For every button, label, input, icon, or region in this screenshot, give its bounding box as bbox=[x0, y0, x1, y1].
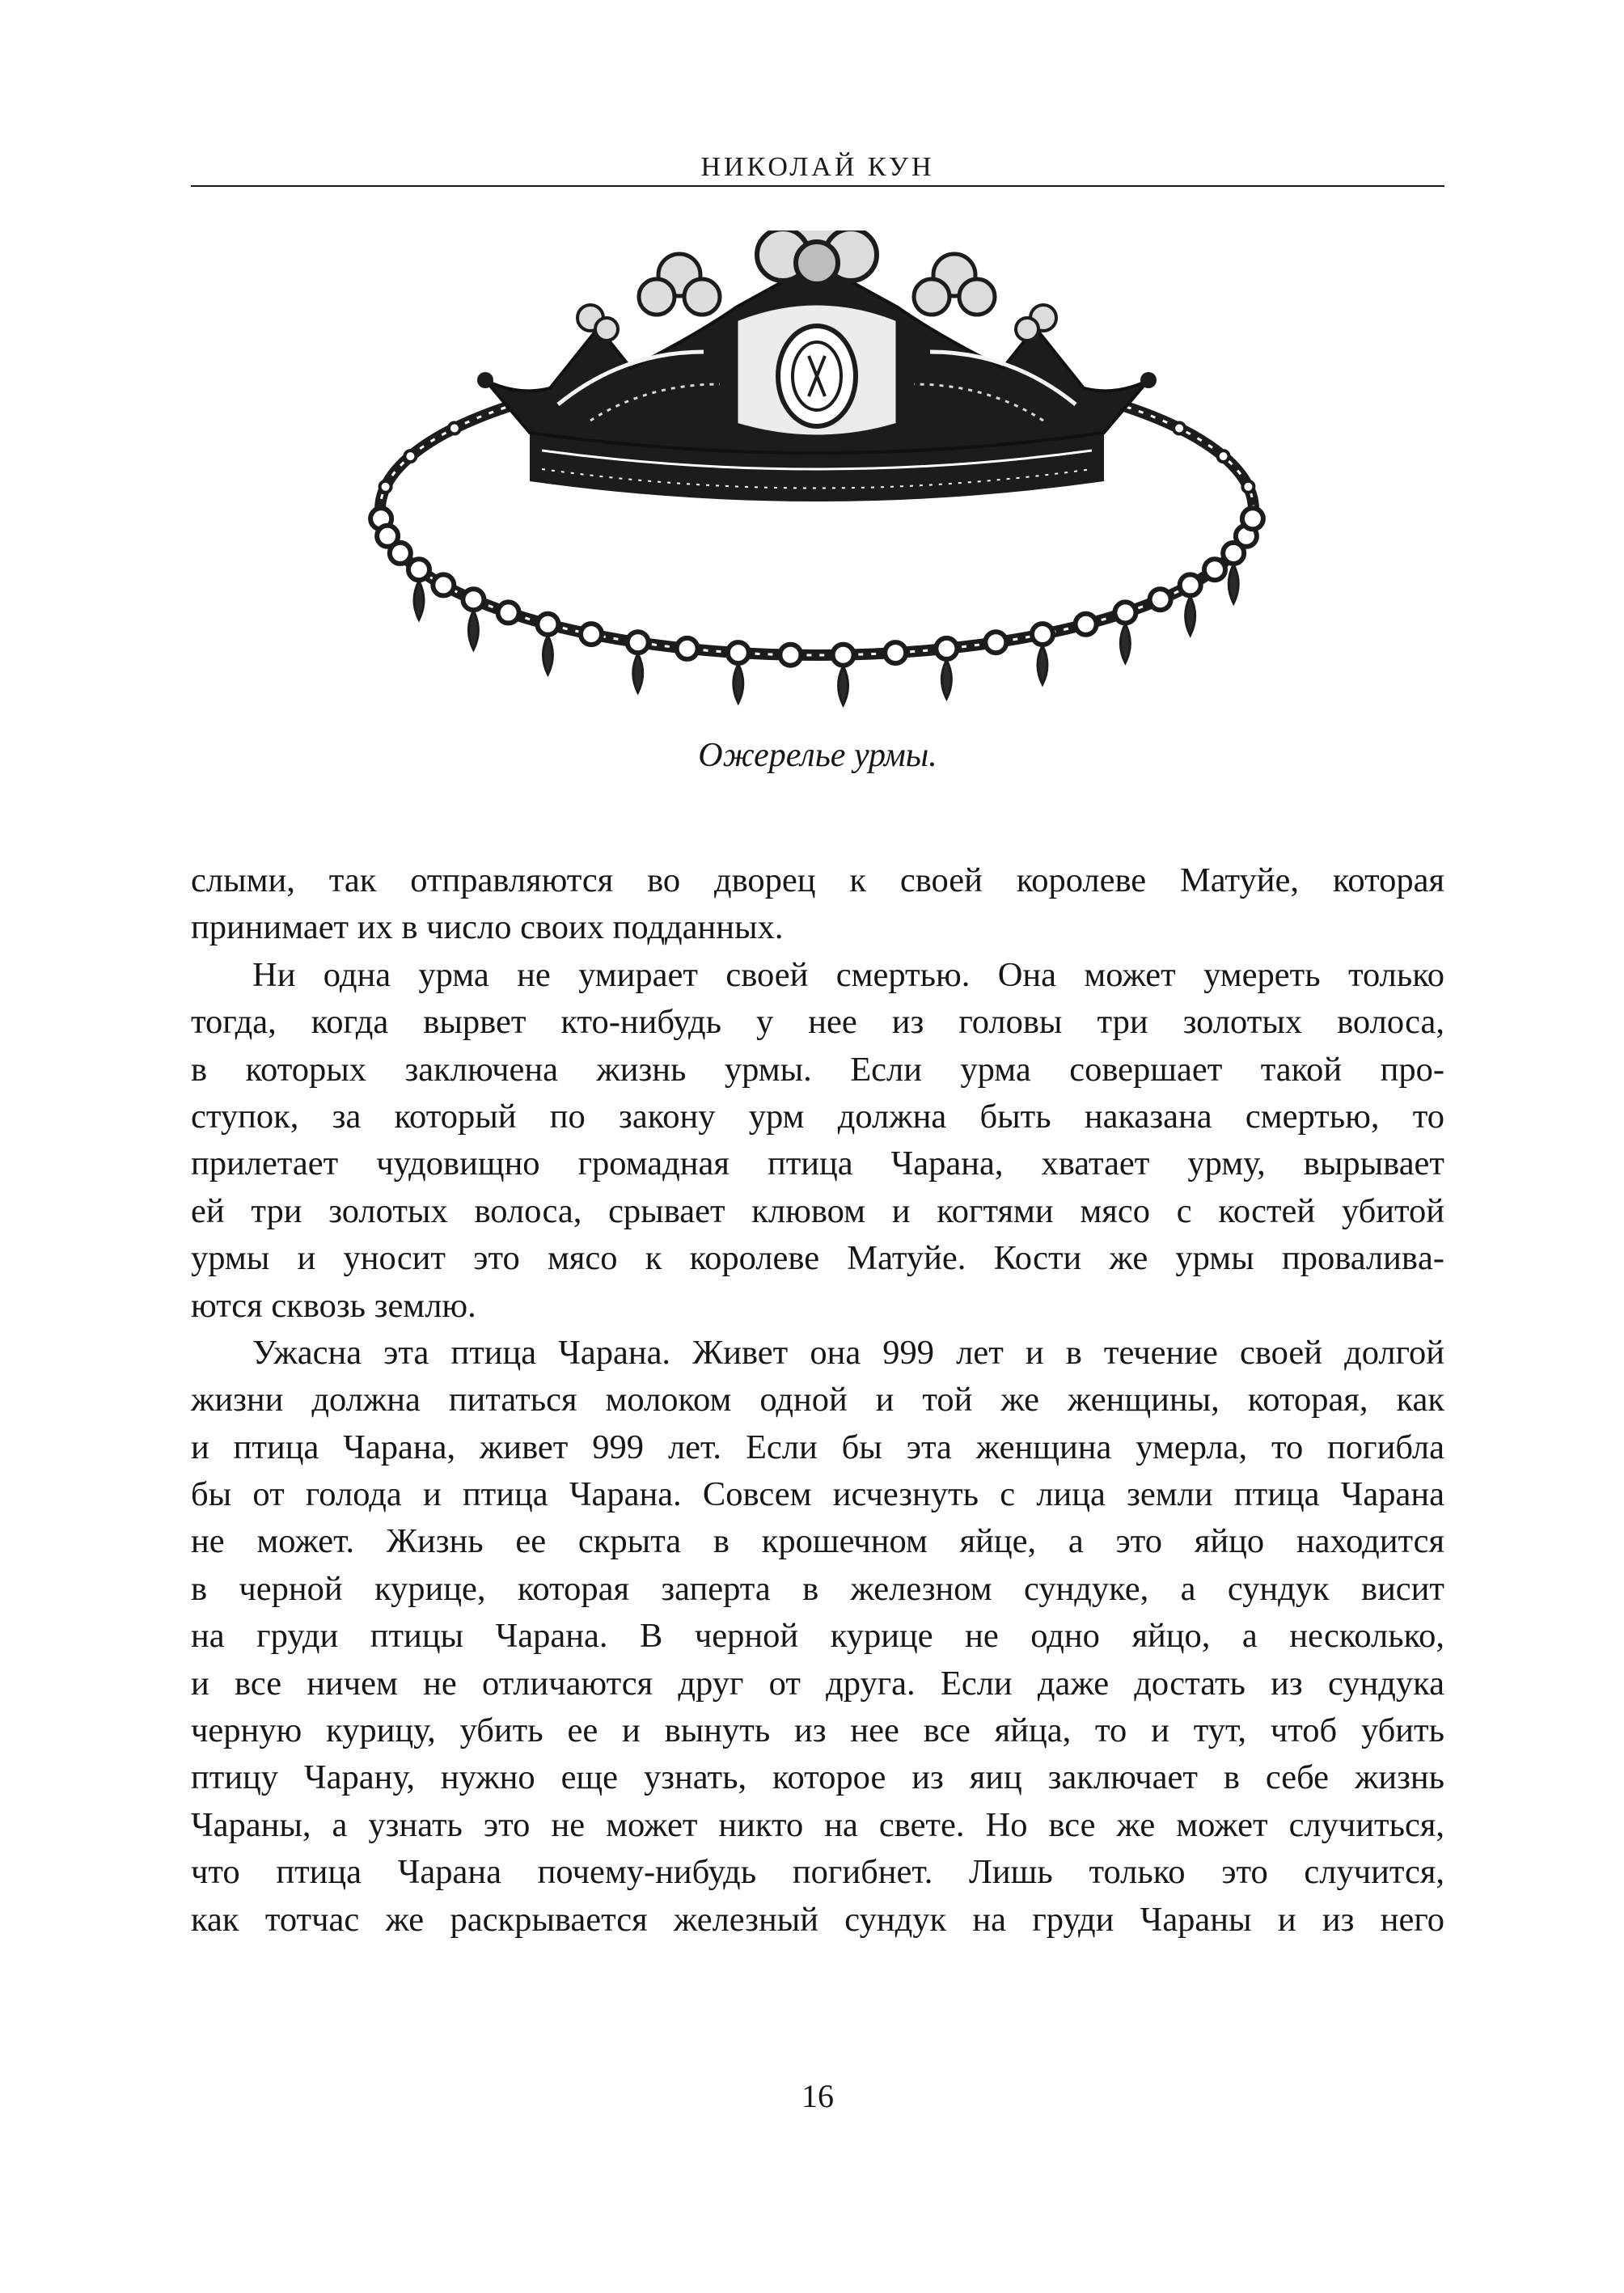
text-line: Чараны, а узнать это не может никто на свете. Но все же может случиться, bbox=[191, 1805, 1444, 1844]
crown-small-flower-left bbox=[577, 305, 618, 341]
necklace-bead bbox=[537, 614, 558, 635]
necklace-bead bbox=[885, 642, 906, 663]
necklace-bead bbox=[833, 645, 854, 666]
necklace-bead bbox=[1204, 559, 1225, 580]
text-line: в которых заключена жизнь урмы. Если урма совершает такой про- bbox=[191, 1050, 1444, 1089]
necklace-bead bbox=[1242, 508, 1263, 529]
necklace-pendant bbox=[1229, 565, 1238, 603]
necklace-bead bbox=[1174, 423, 1185, 434]
necklace-bead bbox=[1150, 589, 1171, 610]
crown bbox=[477, 231, 1157, 501]
necklace-bead bbox=[1218, 451, 1229, 462]
header-rule bbox=[191, 185, 1444, 187]
figure-caption: Ожерелье урмы. bbox=[698, 737, 937, 774]
necklace-bead bbox=[408, 559, 429, 580]
necklace-pendant bbox=[468, 611, 478, 649]
necklace-bead bbox=[581, 624, 602, 645]
necklace-bead bbox=[380, 481, 391, 493]
necklace-bead bbox=[1242, 481, 1254, 493]
crown-top-flower bbox=[757, 231, 877, 284]
necklace-pendant bbox=[1120, 624, 1130, 662]
necklace-pendant bbox=[941, 660, 951, 699]
text-line: черную курицу, убить ее и вынуть из нее все яйца, то и тут, чтоб убить bbox=[191, 1711, 1444, 1750]
necklace-bead bbox=[449, 423, 460, 434]
text-line: на груди птицы Чарана. В черной курице не одно яйцо, а несколько, bbox=[191, 1617, 1444, 1656]
necklace-pendant bbox=[1038, 645, 1047, 684]
necklace-pendant bbox=[1186, 596, 1195, 635]
necklace-pendant bbox=[633, 654, 643, 692]
text-line: слыми, так отправляются во дворец к своей королеве Матуйе, которая bbox=[191, 861, 1444, 899]
necklace-bead bbox=[1076, 614, 1097, 635]
text-line: тогда, когда вырвет кто-нибудь у нее из головы три золотых волоса, bbox=[191, 1003, 1444, 1042]
text-line: бы от голода и птица Чарана. Совсем исчезнуть с лица земли птица Чарана bbox=[191, 1475, 1444, 1514]
text-line: как тотчас же раскрывается железный сундук на груди Чараны и из него bbox=[191, 1900, 1444, 1939]
necklace-bead bbox=[1180, 574, 1201, 595]
crown-side-flower-right bbox=[914, 254, 995, 315]
necklace-pendant bbox=[414, 581, 424, 620]
text-line: в черной курице, которая заперта в железном сундуке, а сундук висит bbox=[191, 1569, 1444, 1608]
text-line: жизни должна питаться молоком одной и той же женщины, которая, как bbox=[191, 1381, 1444, 1419]
necklace-bead bbox=[433, 574, 454, 595]
necklace-pendant bbox=[543, 636, 552, 675]
text-line: ются сквозь землю. bbox=[191, 1286, 476, 1325]
necklace-pendant bbox=[734, 664, 743, 703]
text-line: Ни одна урма не умирает своей смертью. Она может умереть только bbox=[252, 955, 1444, 994]
body-text bbox=[191, 857, 1444, 1944]
crown-small-flower-right bbox=[1016, 305, 1056, 341]
necklace-bead bbox=[985, 632, 1006, 653]
necklace-pendants bbox=[414, 565, 1238, 705]
necklace-bead bbox=[780, 645, 801, 666]
necklace-bead bbox=[936, 638, 957, 659]
text-line: ступок, за который по закону урм должна быть наказана смертью, то bbox=[191, 1097, 1444, 1136]
necklace-bead bbox=[463, 589, 484, 610]
necklace-illustration bbox=[356, 231, 1278, 732]
necklace-bead bbox=[677, 638, 698, 659]
crown-side-flower-left bbox=[639, 254, 720, 315]
text-line: не может. Жизнь ее скрыта в крошечном яйце, а это яйцо находится bbox=[191, 1522, 1444, 1561]
necklace-bead bbox=[1114, 602, 1136, 623]
text-line: и птица Чарана, живет 999 лет. Если бы эта женщина умерла, то погибла bbox=[191, 1428, 1444, 1466]
text-line: ей три золотых волоса, срывает клювом и когтями мясо с костей убитой bbox=[191, 1191, 1444, 1230]
text-line: что птица Чарана почему-нибудь погибнет. Лишь только это случится, bbox=[191, 1853, 1444, 1892]
text-line: урмы и уносит это мясо к королеве Матуйе. Кости же урмы проваливa- bbox=[191, 1239, 1444, 1278]
text-line: прилетает чудовищно громадная птица Чарана, хватает урму, вырывает bbox=[191, 1144, 1444, 1183]
text-line: Ужасна эта птица Чарана. Живет она 999 лет и в течение своей долгой bbox=[252, 1333, 1444, 1372]
running-head: НИКОЛАЙ КУН bbox=[700, 152, 935, 182]
necklace-bead bbox=[390, 543, 411, 564]
necklace-pendant bbox=[839, 666, 848, 705]
text-line: принимает их в число своих подданных. bbox=[191, 908, 784, 947]
text-line: птицу Чарану, нужно еще узнать, которое из яиц заключает в себе жизнь bbox=[191, 1758, 1444, 1797]
necklace-bead bbox=[1032, 624, 1053, 645]
necklace-bead bbox=[498, 602, 519, 623]
necklace-bead bbox=[728, 642, 749, 663]
page-number: 16 bbox=[801, 2078, 834, 2114]
text-line: и все ничем не отличаются друг от друга. Если даже достать из сундука bbox=[191, 1664, 1444, 1703]
necklace-bead bbox=[628, 632, 649, 653]
necklace-bead bbox=[404, 451, 416, 462]
